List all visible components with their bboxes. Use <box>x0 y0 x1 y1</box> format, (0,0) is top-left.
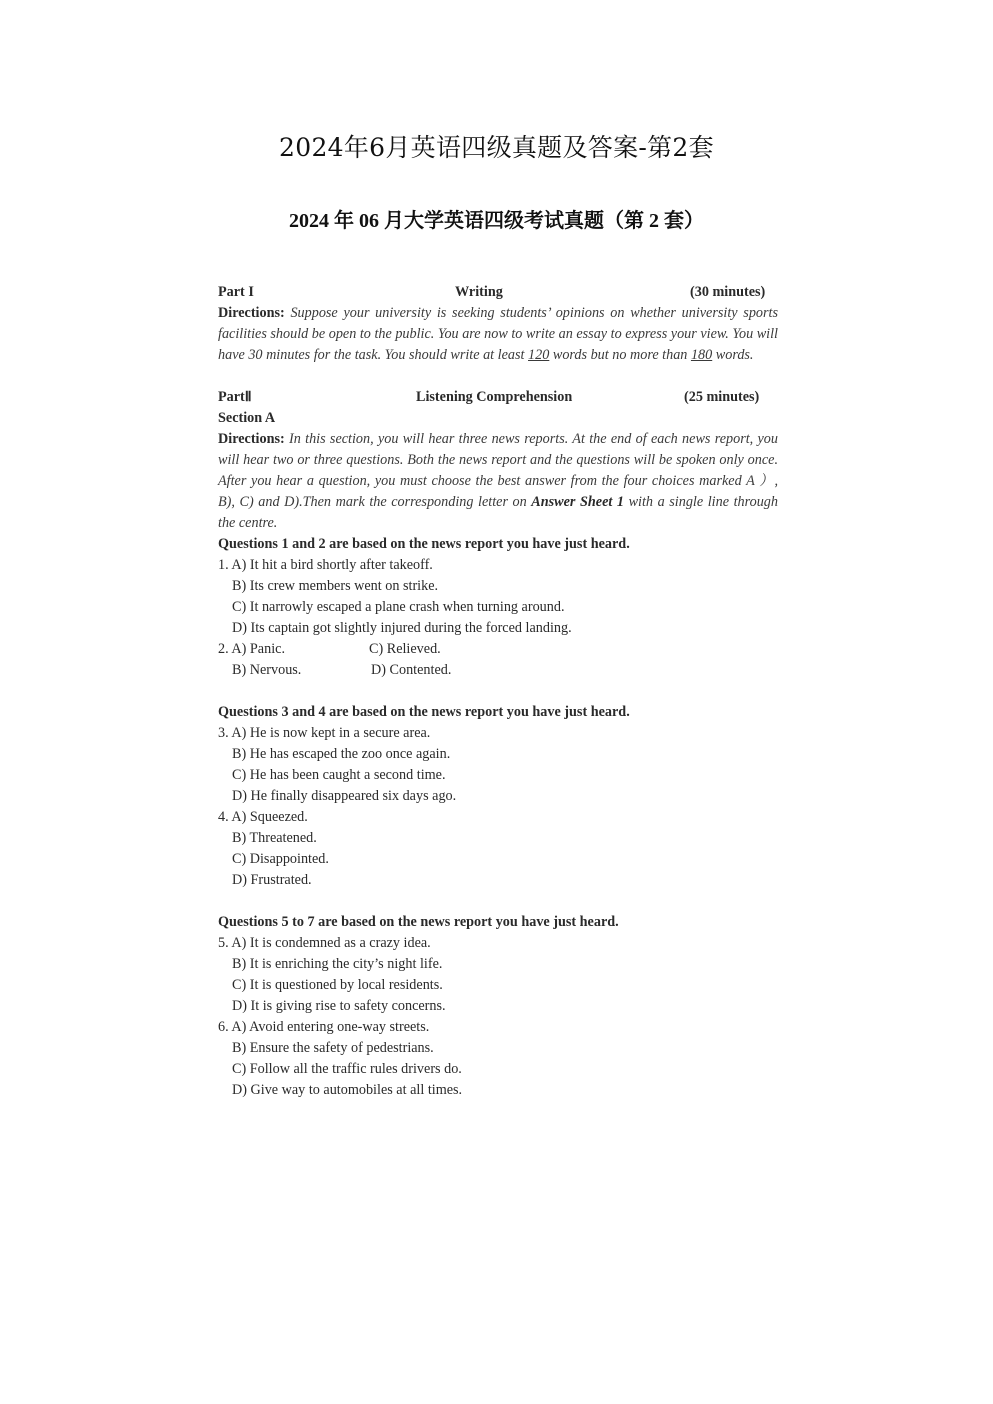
part1-header <box>218 282 778 303</box>
q1-option-d: D) Its captain got slightly injured during the forced landing. <box>232 620 572 636</box>
part1-title: Writing <box>455 284 503 300</box>
part1-time: (30 minutes) <box>690 284 766 300</box>
part1-name: Part I <box>218 284 254 300</box>
page-title: 2024年6月英语四级真题及答案-第2套 <box>279 133 714 162</box>
part1-directions-text-a: Suppose your university is seeking students’ opinions on whether university sports facilities should be open to the public. You are now to write an essay to express your view. You will have 30 minutes for the task. You should write at least <box>218 305 778 363</box>
part1-max-words: 180 <box>690 347 713 363</box>
q5-option-a: 5. A) It is condemned as a crazy idea. <box>218 935 431 951</box>
part2-directions-text-b: with a single line through the centre. <box>218 494 778 531</box>
q2-option-d: D) Contented. <box>371 662 452 678</box>
q6-option-b: B) Ensure the safety of pedestrians. <box>232 1040 434 1056</box>
q6-option-c: C) Follow all the traffic rules drivers do. <box>232 1061 462 1077</box>
exam-content <box>218 282 778 1101</box>
q4-option-d: D) Frustrated. <box>232 872 312 888</box>
part1-directions-label: Directions: <box>218 305 285 321</box>
q3-option-b: B) He has escaped the zoo once again. <box>232 746 451 762</box>
part1-directions-text-b: words but no more than <box>549 347 691 363</box>
q6-option-d: D) Give way to automobiles at all times. <box>232 1082 463 1098</box>
question-group-heading: Questions 3 and 4 are based on the news report you have just heard. <box>218 704 630 720</box>
part2-directions-text-a: In this section, you will hear three news reports. At the end of each news report, you will hear two or three questions. Both the news report and the questions will be spoken only once. After you hear a question, you must choose the best answer from the four choices marked A ）, B), C) and D).Then mark the corresponding letter on <box>218 431 778 510</box>
q2-options-row1 <box>218 639 778 660</box>
part2-directions <box>218 429 778 534</box>
q1-option-b: B) Its crew members went on strike. <box>232 578 439 594</box>
part2-time: (25 minutes) <box>684 389 760 405</box>
q1-option-a: 1. A) It hit a bird shortly after takeoff. <box>218 557 433 573</box>
answer-sheet-label: Answer Sheet 1 <box>531 494 625 510</box>
q4-option-a: 4. A) Squeezed. <box>218 809 308 825</box>
q5-option-c: C) It is questioned by local residents. <box>232 977 443 993</box>
part1-directions <box>218 303 778 366</box>
q3-option-d: D) He finally disappeared six days ago. <box>232 788 457 804</box>
part2-header <box>218 387 778 408</box>
q6-option-a: 6. A) Avoid entering one-way streets. <box>218 1019 430 1035</box>
q5-option-d: D) It is giving rise to safety concerns. <box>232 998 446 1014</box>
q3-option-a: 3. A) He is now kept in a secure area. <box>218 725 431 741</box>
q5-option-b: B) It is enriching the city’s night life. <box>232 956 443 972</box>
q2-option-a: 2. A) Panic. <box>218 641 285 657</box>
part2-title: Listening Comprehension <box>416 389 573 405</box>
q2-options-row2 <box>218 660 778 681</box>
q4-option-c: C) Disappointed. <box>232 851 329 867</box>
part1-min-words: 120 <box>528 347 550 363</box>
exam-subtitle: 2024 年 06 月大学英语四级考试真题（第 2 套） <box>289 210 704 232</box>
part2-name: PartⅡ <box>218 389 252 405</box>
part2-directions-label: Directions: <box>218 431 285 447</box>
question-group-heading: Questions 1 and 2 are based on the news report you have just heard. <box>218 536 630 552</box>
q4-option-b: B) Threatened. <box>232 830 317 846</box>
q2-option-c: C) Relieved. <box>369 641 441 657</box>
part1-directions-text-c: words. <box>712 347 754 363</box>
section-a-label: Section A <box>218 410 276 426</box>
question-group-heading: Questions 5 to 7 are based on the news report you have just heard. <box>218 914 619 930</box>
q3-option-c: C) He has been caught a second time. <box>232 767 446 783</box>
q1-option-c: C) It narrowly escaped a plane crash when turning around. <box>232 599 565 615</box>
q2-option-b: B) Nervous. <box>232 662 302 678</box>
